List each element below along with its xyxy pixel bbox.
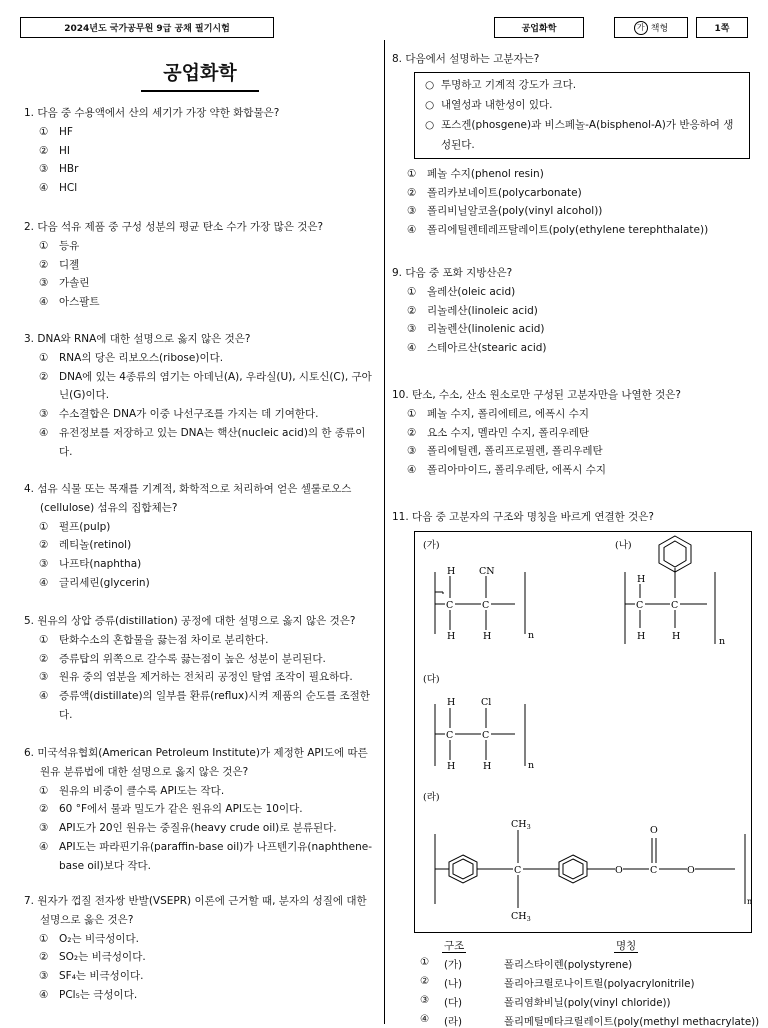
question-number: 9. (392, 267, 403, 279)
option-2[interactable] (24, 800, 376, 819)
atom-label: O (650, 825, 658, 836)
option-text: 수소결합은 DNA가 이중 나선구조를 가지는 데 기여한다. (59, 408, 319, 421)
structure-ra (435, 830, 745, 908)
option-number: ④ (39, 576, 49, 589)
option-3[interactable] (24, 405, 376, 424)
question-text: 다음 중 수용액에서 산의 세기가 가장 약한 화합물은? (37, 107, 280, 119)
option-text: 유전정보를 저장하고 있는 DNA는 핵산(nucleic acid)의 한 종류이다. (59, 426, 366, 458)
polymer-structures (415, 532, 753, 934)
option-number: ④ (39, 988, 49, 1001)
question-text: 섬유 식물 또는 목재를 기계적, 화학적으로 처리하여 얻은 셀룰로오스(cellulose) 섬유의 집합체는? (37, 483, 352, 514)
option-text: 등유 (59, 239, 80, 252)
option-2[interactable] (392, 424, 752, 443)
option-number: ① (39, 520, 49, 533)
exam-title: 2024년도 국가공무원 9급 공채 필기시험 (20, 17, 274, 38)
question-text: 다음 석유 제품 중 구성 성분의 평균 탄소 수가 가장 많은 것은? (37, 221, 324, 233)
question-6 (24, 744, 376, 876)
structure-label-da: (다) (423, 674, 440, 685)
question-11 (392, 508, 752, 527)
option-1[interactable] (24, 631, 376, 650)
option-4[interactable] (24, 986, 376, 1005)
option-number: ③ (407, 445, 417, 458)
option-number: ③ (39, 408, 49, 421)
page-number: 1쪽 (696, 17, 748, 38)
option-text: DNA에 있는 4종류의 염기는 아데닌(A), 우라실(U), 시토신(C), 구아닌(G)이다. (59, 370, 372, 402)
polymer-name: 폴리스타이렌(polystyrene) (504, 959, 633, 971)
structure-ref: (가) (444, 959, 462, 971)
option-text: 폴리에틸렌, 폴리프로필렌, 폴리우레탄 (427, 445, 603, 458)
option-text: 폴리아마이드, 폴리우레탄, 에폭시 수지 (427, 464, 606, 477)
atom-label: H (637, 574, 646, 585)
option-text: 펄프(pulp) (59, 520, 111, 533)
answer-row-3[interactable] (420, 994, 760, 1009)
question-stem (24, 744, 376, 782)
option-number: ② (39, 370, 49, 383)
question-stem (24, 104, 376, 123)
option-2[interactable] (392, 302, 752, 321)
question-number: 5. (24, 615, 35, 627)
bullet-icon: ○ (425, 118, 435, 131)
option-text: 나프타(naphtha) (59, 558, 142, 571)
atom-label: O (615, 865, 623, 876)
option-number: ③ (39, 671, 49, 684)
structure-ref: (다) (444, 997, 462, 1009)
atom-label: C (482, 730, 490, 741)
option-text: 증류탑의 위쪽으로 갈수록 끓는점이 높은 성분이 분리된다. (59, 652, 326, 665)
atom-label: C (650, 865, 658, 876)
question-5 (24, 612, 376, 725)
option-3[interactable] (392, 202, 752, 221)
atom-label: H (447, 566, 456, 577)
option-number: ④ (420, 1013, 430, 1025)
condition-item (425, 75, 741, 95)
answer-header-structure (442, 938, 466, 953)
atom-label: C (514, 865, 522, 876)
repeat-n: n (747, 897, 753, 906)
option-4[interactable] (24, 838, 376, 876)
option-number: ④ (39, 840, 49, 853)
form-type-box (614, 17, 688, 38)
question-9 (392, 264, 752, 358)
option-2[interactable] (24, 142, 376, 161)
option-2[interactable] (24, 650, 376, 669)
option-text: RNA의 당은 리보오스(ribose)이다. (59, 351, 224, 364)
option-3[interactable] (24, 274, 376, 293)
question-number: 3. (24, 333, 35, 345)
question-2 (24, 218, 376, 312)
option-text: 폴리에틸렌테레프탈레이트(poly(ethylene terephthalate)) (427, 224, 709, 237)
option-number: ③ (39, 163, 49, 176)
option-3[interactable] (392, 442, 752, 461)
left-column (24, 40, 376, 1001)
option-1[interactable] (24, 518, 376, 537)
repeat-n: n (528, 630, 535, 641)
option-4[interactable] (392, 221, 752, 240)
question-number: 1. (24, 107, 35, 119)
option-3[interactable] (392, 320, 752, 339)
option-number: ② (39, 258, 49, 271)
question-stem (392, 264, 752, 283)
question-stem (24, 612, 376, 631)
option-text: HF (59, 125, 73, 138)
option-number: ① (39, 932, 49, 945)
question-stem (24, 892, 376, 930)
option-number: ④ (39, 182, 49, 195)
question-number: 4. (24, 483, 35, 495)
option-text: 원유의 비중이 클수록 API도는 작다. (59, 784, 225, 797)
option-text: 글리세린(glycerin) (59, 576, 150, 589)
option-number: ④ (407, 464, 417, 477)
atom-label: C (482, 600, 490, 611)
option-number: ① (39, 351, 49, 364)
option-text: 리놀레산(linoleic acid) (427, 304, 538, 317)
question-text: DNA와 RNA에 대한 설명으로 옳지 않은 것은? (37, 333, 251, 345)
option-text: API도는 파라핀기유(paraffin-base oil)가 나프텐기유(naphthene-base oil)보다 작다. (59, 840, 373, 872)
question-text: 다음 중 포화 지방산은? (405, 267, 513, 279)
question-text: 탄소, 수소, 산소 원소로만 구성된 고분자만을 나열한 것은? (412, 389, 681, 401)
option-number: ① (420, 956, 430, 968)
option-number: ③ (39, 277, 49, 290)
option-1[interactable] (24, 123, 376, 142)
option-4[interactable] (24, 574, 376, 593)
option-2[interactable] (24, 256, 376, 275)
option-text: 폴리카보네이트(polycarbonate) (427, 186, 582, 199)
option-text: 올레산(oleic acid) (427, 285, 516, 298)
option-text: 요소 수지, 멜라민 수지, 폴리우레탄 (427, 426, 590, 439)
option-text: 페놀 수지(phenol resin) (427, 167, 544, 180)
atom-label: Cl (481, 697, 492, 708)
structure-label-ga: (가) (423, 540, 440, 551)
question-4 (24, 480, 376, 593)
atom-label: C (446, 730, 454, 741)
answer-row-2[interactable] (420, 975, 760, 990)
question-7 (24, 892, 376, 1005)
option-3[interactable] (24, 967, 376, 986)
atom-label: $CH_3$ (511, 911, 531, 923)
structure-label-na: (나) (615, 540, 632, 551)
option-number: ① (39, 239, 49, 252)
atom-label: $CH_3$ (511, 819, 531, 831)
question-stem (392, 50, 752, 69)
polymer-name: 폴리아크릴로나이트릴(polyacrylonitrile) (504, 978, 695, 990)
option-text: 증류액(distillate)의 일부를 환류(reflux)시켜 제품의 순도를 조절한다. (59, 690, 370, 721)
question-stem (392, 508, 752, 527)
option-text: PCl₅는 극성이다. (59, 988, 138, 1001)
question-3 (24, 330, 376, 462)
option-number: ② (39, 951, 49, 964)
bullet-icon: ○ (425, 78, 435, 91)
option-text: 아스팔트 (59, 296, 100, 309)
option-text: SO₂는 비극성이다. (59, 951, 146, 964)
option-1[interactable] (24, 782, 376, 801)
atom-label: C (636, 600, 644, 611)
atom-label: H (483, 761, 492, 772)
option-1[interactable] (392, 405, 752, 424)
form-mark: 가 (634, 21, 648, 35)
option-number: ① (407, 167, 417, 180)
condition-text: 내열성과 내한성이 있다. (441, 98, 553, 111)
option-number: ③ (39, 822, 49, 835)
structure-na (625, 536, 715, 644)
atom-label: H (447, 761, 456, 772)
option-2[interactable] (24, 368, 376, 406)
option-text: 탄화수소의 혼합물을 끓는점 차이로 분리한다. (59, 633, 269, 646)
exam-header (0, 14, 768, 38)
question-number: 7. (24, 895, 35, 907)
option-4[interactable] (392, 461, 752, 480)
option-1[interactable] (24, 930, 376, 949)
option-number: ④ (407, 342, 417, 355)
option-number: ③ (407, 205, 417, 218)
structure-ref: (나) (444, 978, 462, 990)
option-number: ① (39, 125, 49, 138)
option-number: ② (39, 803, 49, 816)
bullet-icon: ○ (425, 98, 435, 111)
question-number: 10. (392, 389, 409, 401)
option-text: 디젤 (59, 258, 80, 271)
option-number: ③ (39, 558, 49, 571)
option-text: API도가 20인 원유는 중질유(heavy crude oil)로 분류된다. (59, 822, 337, 835)
option-number: ② (407, 186, 417, 199)
option-number: ② (420, 975, 430, 987)
option-number: ② (39, 652, 49, 665)
subject-title (24, 58, 376, 92)
question-text: 미국석유협회(American Petroleum Institute)가 제정한 API도에 따른 원유 분류법에 대한 설명으로 옳지 않은 것은? (37, 747, 368, 778)
option-number: ① (39, 784, 49, 797)
option-number: ④ (39, 296, 49, 309)
option-text: 스테아르산(stearic acid) (427, 342, 547, 355)
option-text: HBr (59, 163, 79, 176)
question-stem (392, 386, 752, 405)
option-4[interactable] (24, 179, 376, 198)
structure-ref: (라) (444, 1016, 462, 1028)
atom-label: H (447, 631, 456, 642)
condition-item (425, 95, 741, 115)
condition-text: 포스겐(phosgene)과 비스페놀-A(bisphenol-A)가 반응하여 생성된다. (441, 118, 734, 151)
question-number: 6. (24, 747, 35, 759)
question-text: 다음에서 설명하는 고분자는? (405, 53, 540, 65)
option-2[interactable] (24, 536, 376, 555)
form-label: 책형 (650, 24, 669, 34)
question-text: 원유의 상압 증류(distillation) 공정에 대한 설명으로 옳지 않은 것은? (37, 615, 356, 627)
subject-box: 공업화학 (494, 17, 584, 38)
option-3[interactable] (24, 555, 376, 574)
option-text: O₂는 비극성이다. (59, 932, 140, 945)
atom-label: H (447, 697, 456, 708)
option-number: ④ (39, 690, 49, 703)
option-text: 60 °F에서 물과 밀도가 같은 원유의 API도는 10이다. (59, 803, 303, 816)
option-number: ① (407, 407, 417, 420)
question-number: 11. (392, 511, 409, 523)
option-number: ② (407, 304, 417, 317)
question-number: 8. (392, 53, 403, 65)
option-text: HI (59, 144, 70, 157)
option-text: HCl (59, 182, 78, 195)
option-4[interactable] (24, 424, 376, 462)
condition-box (414, 72, 750, 159)
option-2[interactable] (24, 948, 376, 967)
column-divider (384, 40, 385, 1024)
option-number: ③ (39, 970, 49, 983)
structure-label-ra: (라) (423, 792, 440, 803)
atom-label: CN (479, 566, 495, 577)
condition-text: 투명하고 기계적 강도가 크다. (441, 78, 577, 91)
option-4[interactable] (392, 339, 752, 358)
option-3[interactable] (24, 668, 376, 687)
option-number: ② (407, 426, 417, 439)
option-number: ③ (407, 323, 417, 336)
option-text: SF₄는 비극성이다. (59, 970, 144, 983)
question-stem (24, 480, 376, 518)
option-text: 폴리비닐알코올(poly(vinyl alcohol)) (427, 205, 603, 218)
option-3[interactable] (24, 160, 376, 179)
option-number: ④ (407, 224, 417, 237)
question-10 (392, 386, 752, 480)
option-1[interactable] (392, 165, 752, 184)
question-8 (392, 50, 752, 240)
answer-header-structure-text: 구조 (444, 940, 465, 952)
atom-label: O (687, 865, 695, 876)
option-1[interactable] (24, 237, 376, 256)
structure-figure-box (414, 531, 752, 933)
option-text: 리놀렌산(linolenic acid) (427, 323, 545, 336)
option-4[interactable] (24, 687, 376, 725)
answer-header-name (614, 938, 638, 953)
option-text: 가솔린 (59, 277, 90, 290)
option-1[interactable] (392, 283, 752, 302)
question-stem (24, 330, 376, 349)
answer-header-name-text: 명칭 (616, 940, 637, 952)
option-number: ④ (39, 426, 49, 439)
atom-label: C (446, 600, 454, 611)
atom-label: C (671, 600, 679, 611)
subject-title-text: 공업화학 (141, 58, 258, 92)
option-text: 레티놀(retinol) (59, 539, 132, 552)
repeat-n: n (528, 760, 535, 771)
condition-item (425, 115, 741, 155)
question-text: 다음 중 고분자의 구조와 명칭을 바르게 연결한 것은? (412, 511, 654, 523)
repeat-n: n (719, 636, 726, 647)
option-3[interactable] (24, 819, 376, 838)
atom-label: H (483, 631, 492, 642)
option-4[interactable] (24, 293, 376, 312)
option-1[interactable] (24, 349, 376, 368)
polymer-name: 폴리염화비닐(poly(vinyl chloride)) (504, 997, 671, 1009)
option-number: ② (39, 144, 49, 157)
answer-row-4[interactable] (420, 1013, 760, 1028)
option-number: ② (39, 539, 49, 552)
atom-label: H (637, 631, 646, 642)
question-stem (24, 218, 376, 237)
option-text: 페놀 수지, 폴리에테르, 에폭시 수지 (427, 407, 590, 420)
polymer-name: 폴리메틸메타크릴레이트(poly(methyl methacrylate)) (504, 1016, 760, 1028)
answer-row-1[interactable] (420, 956, 760, 971)
option-2[interactable] (392, 184, 752, 203)
atom-label: H (672, 631, 681, 642)
question-text: 원자가 껍질 전자쌍 반발(VSEPR) 이론에 근거할 때, 분자의 성질에 대한 설명으로 옳은 것은? (37, 895, 367, 926)
option-text: 원유 중의 염분을 제거하는 전처리 공정인 탈염 조작이 필요하다. (59, 671, 353, 684)
question-number: 2. (24, 221, 35, 233)
option-number: ① (39, 633, 49, 646)
option-number: ① (407, 285, 417, 298)
question-1 (24, 104, 376, 198)
option-number: ③ (420, 994, 430, 1006)
